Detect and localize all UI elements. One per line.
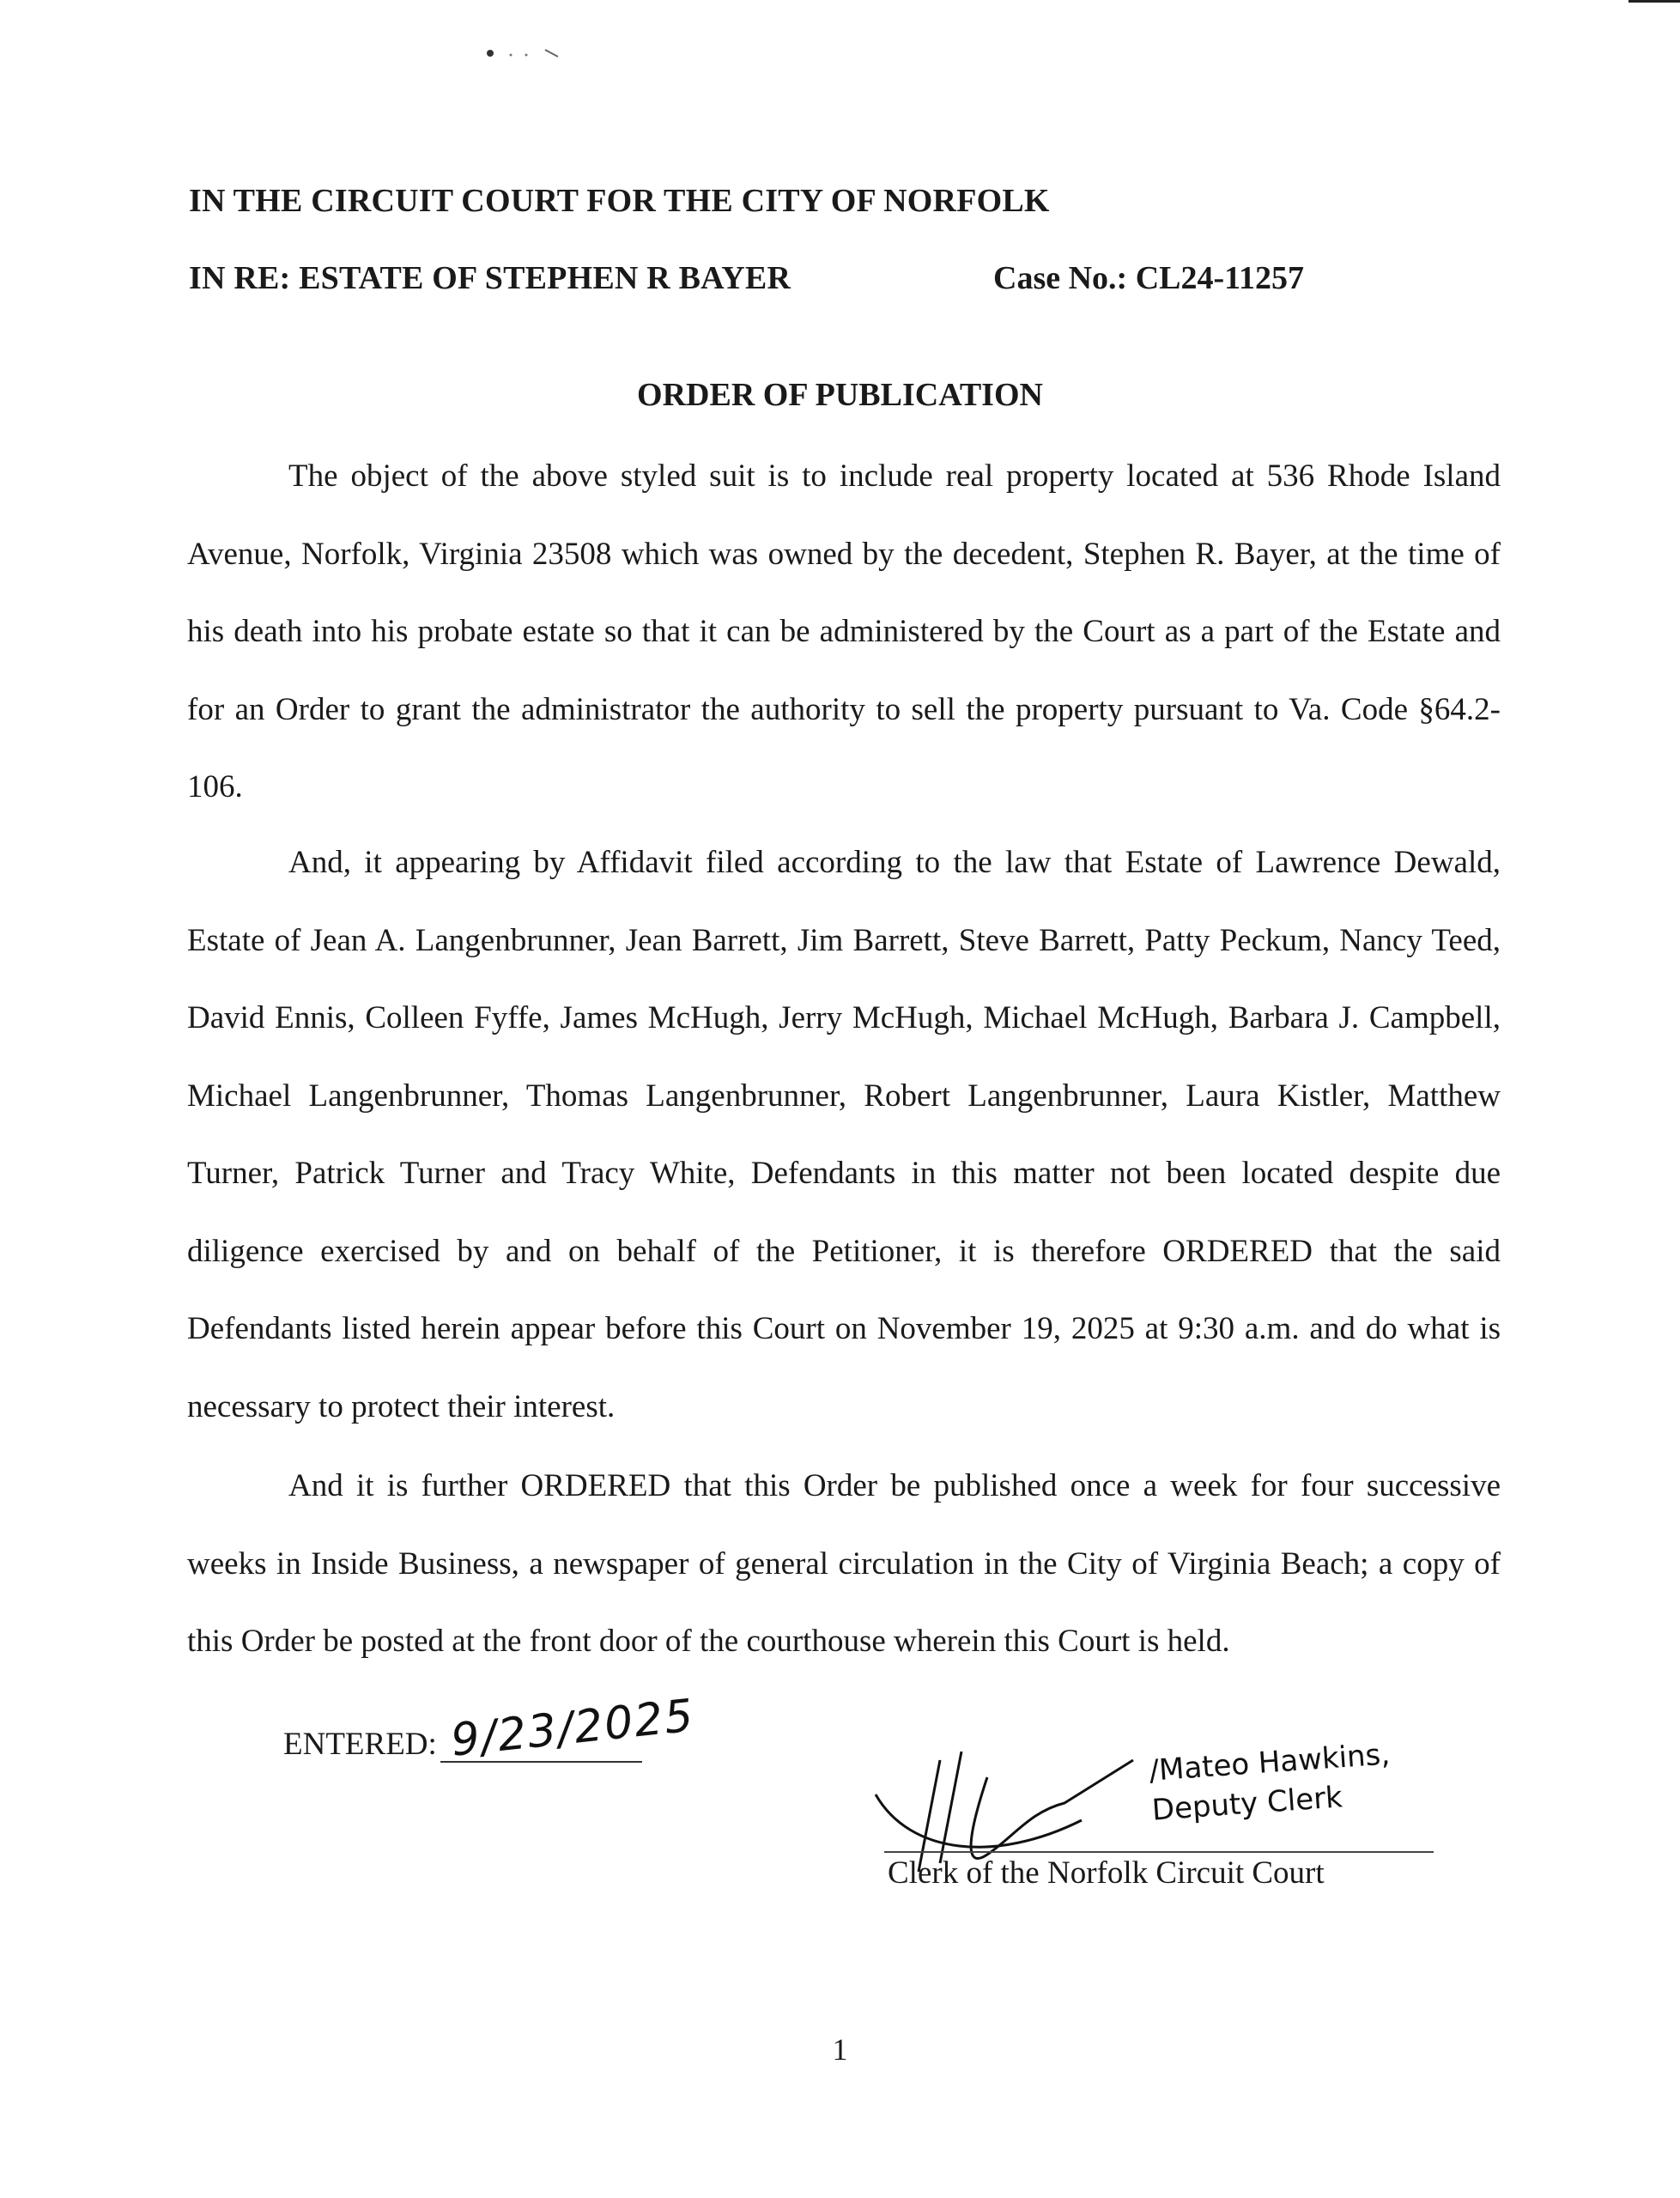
paragraph-text: And it is further ORDERED that this Order be published once a week for four successive weeks in Inside Business, a newspaper of general circulation in the City of Virginia Beach; a copy of this Order be posted at the front door of the courthouse wherein this Court is held. xyxy=(187,1468,1501,1659)
signature-line xyxy=(884,1851,1434,1853)
signature-label: Clerk of the Norfolk Circuit Court xyxy=(888,1855,1325,1891)
paragraph-text: The object of the above styled suit is to include real property located at 536 Rhode Island Avenue, Norfolk, Virginia 23508 which was owned by the decedent, Stephen R. Bayer, at the time of his death into his probate estate so that it can be administered by the Court as a part of the Estate and for an Order to grant the administrator the authority to sell the property pursuant to Va. Code §64.2-106. xyxy=(187,458,1501,805)
entered-date-line xyxy=(440,1690,697,1767)
entered-label: ENTERED: xyxy=(283,1727,437,1762)
case-caption: IN RE: ESTATE OF STEPHEN R BAYER xyxy=(189,260,791,296)
signer-name: /Mateo Hawkins, Deputy Clerk xyxy=(1148,1737,1392,1828)
document-title: ORDER OF PUBLICATION xyxy=(637,377,1043,413)
scan-artifact-icon xyxy=(485,45,588,62)
page-number: 1 xyxy=(832,2032,848,2067)
body-paragraph-3 xyxy=(187,1448,1501,1681)
court-heading: IN THE CIRCUIT COURT FOR THE CITY OF NORFOLK xyxy=(189,183,1050,219)
scan-edge-mark xyxy=(1628,0,1680,3)
entered-date: 9/23/2025 xyxy=(448,1690,697,1767)
case-number: Case No.: CL24-11257 xyxy=(993,260,1305,296)
paragraph-text: And, it appearing by Affidavit filed according to the law that Estate of Lawrence Dewald, Estate of Jean A. Langenbrunner, Jean Barrett, Jim Barrett, Steve Barrett, Patty Peckum, Nancy Teed, David Ennis, Colleen Fyffe, James McHugh, Jerry McHugh, Michael McHugh, Barbara J. Campbell, Michael Langenbrunner, Thomas Langenbrunner, Robert Langenbrunner, Laura Kistler, Matthew Turner, Patrick Turner and Tracy White, Defendants in this matter not been located despite due diligence exercised by and on behalf of the Petitioner, it is therefore ORDERED that the said Defendants listed herein appear before this Court on November 19, 2025 at 9:30 a.m. and do what is necessary to protect their interest. xyxy=(187,845,1501,1424)
body-paragraph-1 xyxy=(187,438,1501,827)
entered-block xyxy=(283,1690,697,1767)
signature-block xyxy=(858,1709,1459,1897)
body-paragraph-2 xyxy=(187,824,1501,1446)
